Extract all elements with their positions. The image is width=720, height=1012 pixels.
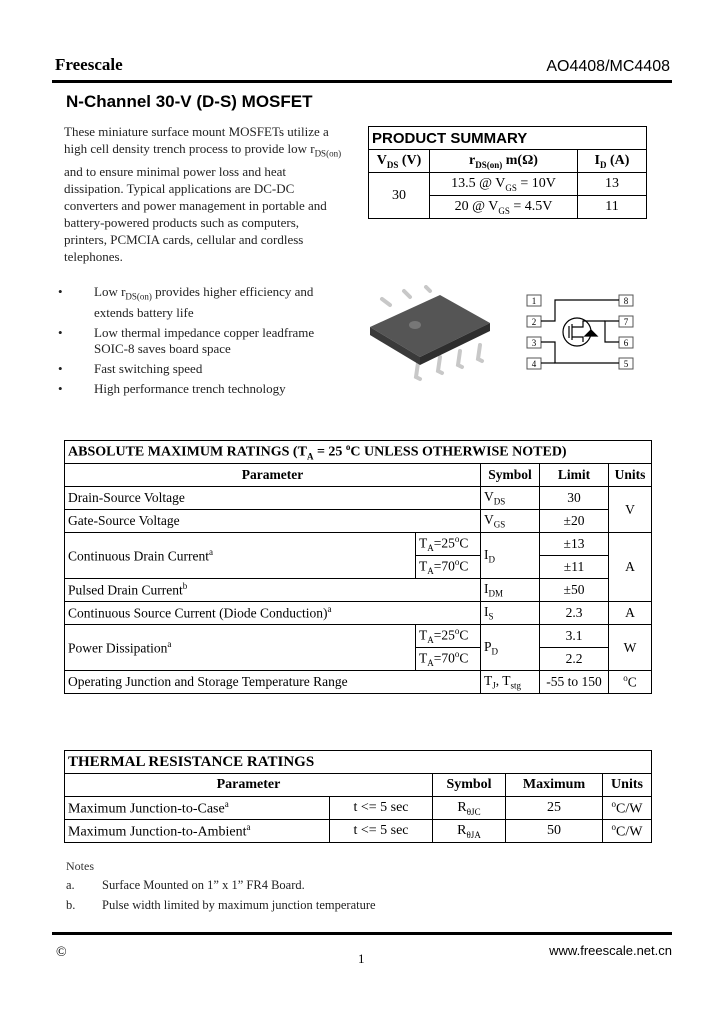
- row-unit: $^o$C/W: [603, 797, 652, 820]
- pin-label: 2: [531, 317, 537, 327]
- row-condition: t <= 5 sec: [330, 820, 433, 843]
- soic8-package-image: [360, 285, 500, 385]
- rds-row2: 20 @ $V_{GS} = 4.5V$: [430, 196, 578, 219]
- pinout-diagram: [525, 290, 640, 375]
- feature-item: • Fast switching speed: [58, 360, 203, 376]
- row-unit: W: [609, 625, 652, 671]
- col-units: Units: [609, 464, 652, 487]
- row-param: Continuous Source Current (Diode Conduction)$^a$: [65, 602, 481, 625]
- notes-title: Notes: [66, 859, 94, 873]
- row-limit: 30: [540, 487, 609, 510]
- row-symbol: $P_D$: [481, 625, 540, 671]
- feature-item: • Low thermal impedance copper leadframe SOIC-8 saves board space: [58, 324, 315, 356]
- product-summary-table: [368, 126, 647, 219]
- header-rule: [52, 80, 672, 83]
- row-unit: A: [609, 602, 652, 625]
- row-limit: ±13: [540, 533, 609, 556]
- row-limit: ±20: [540, 510, 609, 533]
- col-parameter: Parameter: [65, 774, 433, 797]
- row-condition: $T_A=70^oC$: [416, 556, 481, 579]
- row-param: Operating Junction and Storage Temperature Range: [65, 671, 481, 694]
- row-maximum: 25: [506, 797, 603, 820]
- row-condition: t <= 5 sec: [330, 797, 433, 820]
- absolute-maximum-ratings-table: [64, 440, 652, 694]
- feature-list: [58, 284, 348, 401]
- note-a: a. Surface Mounted on 1” x 1” FR4 Board.: [66, 878, 305, 892]
- feature-item: • Low $r_{DS(on)}$ provides higher efficiency and extends battery life: [58, 284, 314, 320]
- row-symbol: $R_{\theta JA}$: [433, 820, 506, 843]
- pin-label: 6: [623, 338, 629, 348]
- row-limit: -55 to 150: [540, 671, 609, 694]
- row-symbol: $R_{\theta JC}$: [433, 797, 506, 820]
- part-number: AO4408/MC4408: [546, 58, 670, 75]
- product-summary-title: PRODUCT SUMMARY: [369, 127, 647, 150]
- row-limit: 3.1: [540, 625, 609, 648]
- pin-label: 1: [531, 296, 537, 306]
- col-units: Units: [603, 774, 652, 797]
- pin-label: 8: [623, 296, 629, 306]
- row-condition: $T_A=70^oC$: [416, 648, 481, 671]
- row-unit: $^o$C: [609, 671, 652, 694]
- description-paragraph: These miniature surface mount MOSFETs utilize a high cell density trench process to provide low $r_{DS(on)}$ and to ensure minimal power loss and heat dissipation. Typical applications are DC-DC converters and power management in portable and battery-powered products such as computers, printers, PCMCIA cards, cellular and cordless telephones.: [64, 124, 342, 264]
- note-b: b. Pulse width limited by maximum junction temperature: [66, 898, 376, 912]
- row-param: Drain-Source Voltage: [65, 487, 481, 510]
- row-limit: ±11: [540, 556, 609, 579]
- col-limit: Limit: [540, 464, 609, 487]
- page-number: 1: [358, 951, 365, 966]
- row-symbol: $T_J$, $T_{stg}$: [481, 671, 540, 694]
- copyright-symbol: ©: [56, 945, 67, 960]
- row-maximum: 50: [506, 820, 603, 843]
- row-param: Continuous Drain Current$^a$: [65, 533, 416, 579]
- col-rds: $r_{DS(on)}$ m(Ω): [430, 150, 578, 173]
- abs-max-title: ABSOLUTE MAXIMUM RATINGS ($T_A = 25$ $^o$C UNLESS OTHERWISE NOTED): [65, 441, 652, 464]
- pin-label: 4: [531, 359, 537, 369]
- row-limit: 2.3: [540, 602, 609, 625]
- row-unit: V: [609, 487, 652, 533]
- row-symbol: $V_{GS}$: [481, 510, 540, 533]
- thermal-title: THERMAL RESISTANCE RATINGS: [65, 751, 652, 774]
- col-parameter: Parameter: [65, 464, 481, 487]
- id-row2: 11: [578, 196, 647, 219]
- row-condition: $T_A=25^oC$: [416, 625, 481, 648]
- col-symbol: Symbol: [481, 464, 540, 487]
- row-limit: ±50: [540, 579, 609, 602]
- row-symbol: $I_S$: [481, 602, 540, 625]
- rds-row1: 13.5 @ $V_{GS} = 10V$: [430, 173, 578, 196]
- col-maximum: Maximum: [506, 774, 603, 797]
- row-symbol: $V_{DS}$: [481, 487, 540, 510]
- col-vds: $V_{DS}$ (V): [369, 150, 430, 173]
- pin-label: 5: [623, 359, 629, 369]
- row-limit: 2.2: [540, 648, 609, 671]
- row-param: Maximum Junction-to-Ambient$^a$: [65, 820, 330, 843]
- vds-value: 30: [369, 173, 430, 219]
- pin-label: 7: [623, 317, 629, 327]
- pin-label: 3: [531, 338, 537, 348]
- footer-rule: [52, 932, 672, 935]
- row-condition: $T_A=25^oC$: [416, 533, 481, 556]
- brand-name: Freescale: [55, 55, 123, 74]
- row-symbol: $I_{DM}$: [481, 579, 540, 602]
- id-row1: 13: [578, 173, 647, 196]
- row-symbol: $I_D$: [481, 533, 540, 579]
- row-unit: A: [609, 533, 652, 602]
- row-unit: $^o$C/W: [603, 820, 652, 843]
- thermal-resistance-table: [64, 750, 652, 843]
- row-param: Maximum Junction-to-Case$^a$: [65, 797, 330, 820]
- col-symbol: Symbol: [433, 774, 506, 797]
- row-param: Gate-Source Voltage: [65, 510, 481, 533]
- row-param: Pulsed Drain Current$^b$: [65, 579, 481, 602]
- col-id: $I_D$ (A): [578, 150, 647, 173]
- feature-item: • High performance trench technology: [58, 380, 286, 396]
- website-link[interactable]: www.freescale.net.cn: [549, 943, 672, 958]
- document-title: N-Channel 30-V (D-S) MOSFET: [66, 92, 313, 111]
- row-param: Power Dissipation$^a$: [65, 625, 416, 671]
